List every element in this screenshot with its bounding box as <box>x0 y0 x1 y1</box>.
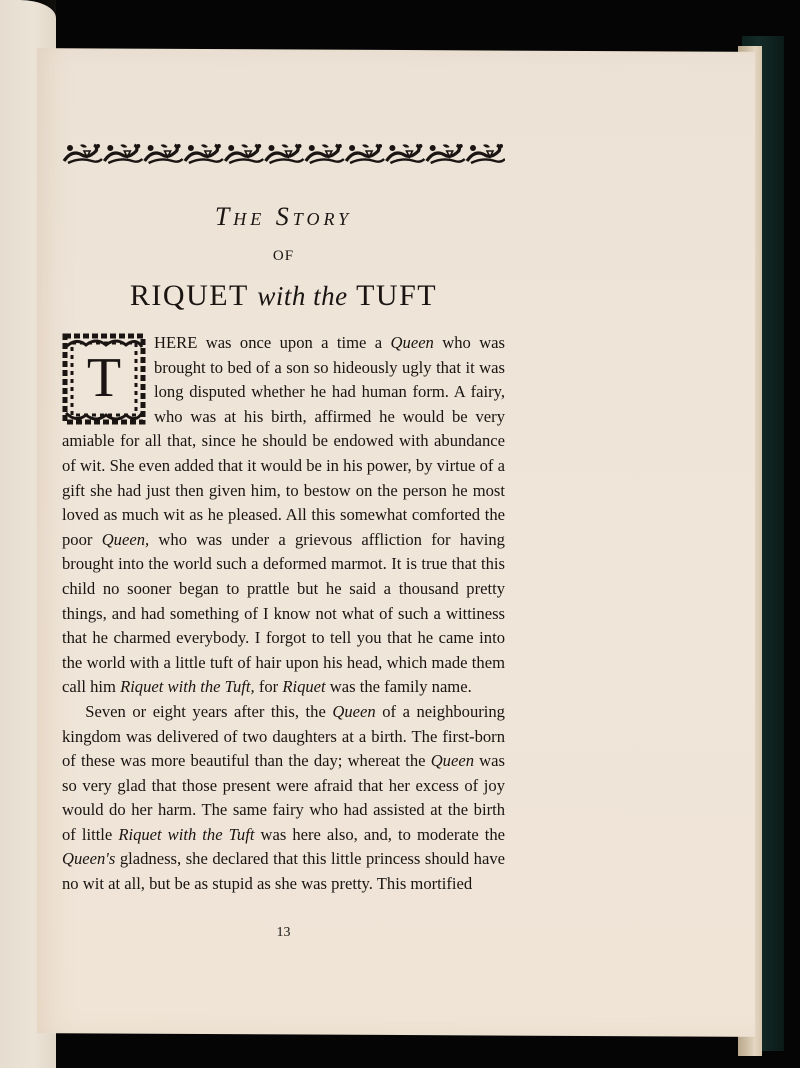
text-run: of a neighbouring kingdom was delivered of two daughters at a birth. The first-born of these was more beautiful than the day; whereat the <box>62 701 505 771</box>
text-run: was so very glad that those present were afraid that her excess of joy would do her harm. The same fairy who had assisted at the birth of little <box>62 751 505 844</box>
italic-text: Queen, <box>101 529 150 549</box>
italic-text: Riquet with the Tuft, <box>120 677 255 697</box>
paragraph-2 <box>62 700 505 897</box>
italic-text: Queen <box>390 333 434 352</box>
italic-text: Queen <box>332 701 376 721</box>
italic-text: Riquet with the Tuft <box>118 824 255 844</box>
page-number: 13 <box>276 924 291 940</box>
italic-text: Queen <box>430 751 475 771</box>
dropcap <box>62 333 146 425</box>
text-run: Seven or eight years after this, the <box>85 701 333 721</box>
title-tuft: TUFT <box>356 279 438 312</box>
italic-text: Riquet <box>282 677 326 697</box>
text-run: gladness, she declared that this little princess should have no wit at all, but be as stupid as she was pretty. This mortified <box>62 849 505 894</box>
story-title <box>62 279 505 313</box>
title-riquet: RIQUET <box>129 279 249 312</box>
title-line-of: OF <box>272 248 295 264</box>
text-run: for <box>254 677 283 697</box>
dropcap-letter: T <box>86 347 122 409</box>
text-run: who was under a grievous affliction for having brought into the world such a deformed marmot. It is true that this child no sooner began to prattle but he said a thousand pretty things, and had something of I know not what of such a wittiness that he charmed everybody. I forgot to tell you that he came into the world with a little tuft of hair upon his head, which made them call him <box>62 529 505 697</box>
text-run: was here also, and, to moderate the <box>254 824 505 844</box>
title-line-the-story: The Story <box>214 202 353 231</box>
text-run: was the family name. <box>325 677 472 697</box>
floral-scroll-band-icon <box>62 140 505 166</box>
text-run: HERE was once upon a time a <box>154 333 391 352</box>
text-run: who was brought to bed of a son so hideously ugly that it was long disputed whether he had human form. A fairy, who was at his birth, affirmed he would be very amiable for all that, since he should be endowed with abundance of wit. She even added that it would be in his power, by virtue of a gift she had just then given him, to bestow on the person he most loved as much wit as he pleased. All this somewhat comforted the poor <box>62 333 506 549</box>
story-body <box>62 331 505 897</box>
page-content <box>62 140 505 941</box>
italic-text: Queen's <box>62 849 116 869</box>
title-with-the: with the <box>257 281 348 311</box>
